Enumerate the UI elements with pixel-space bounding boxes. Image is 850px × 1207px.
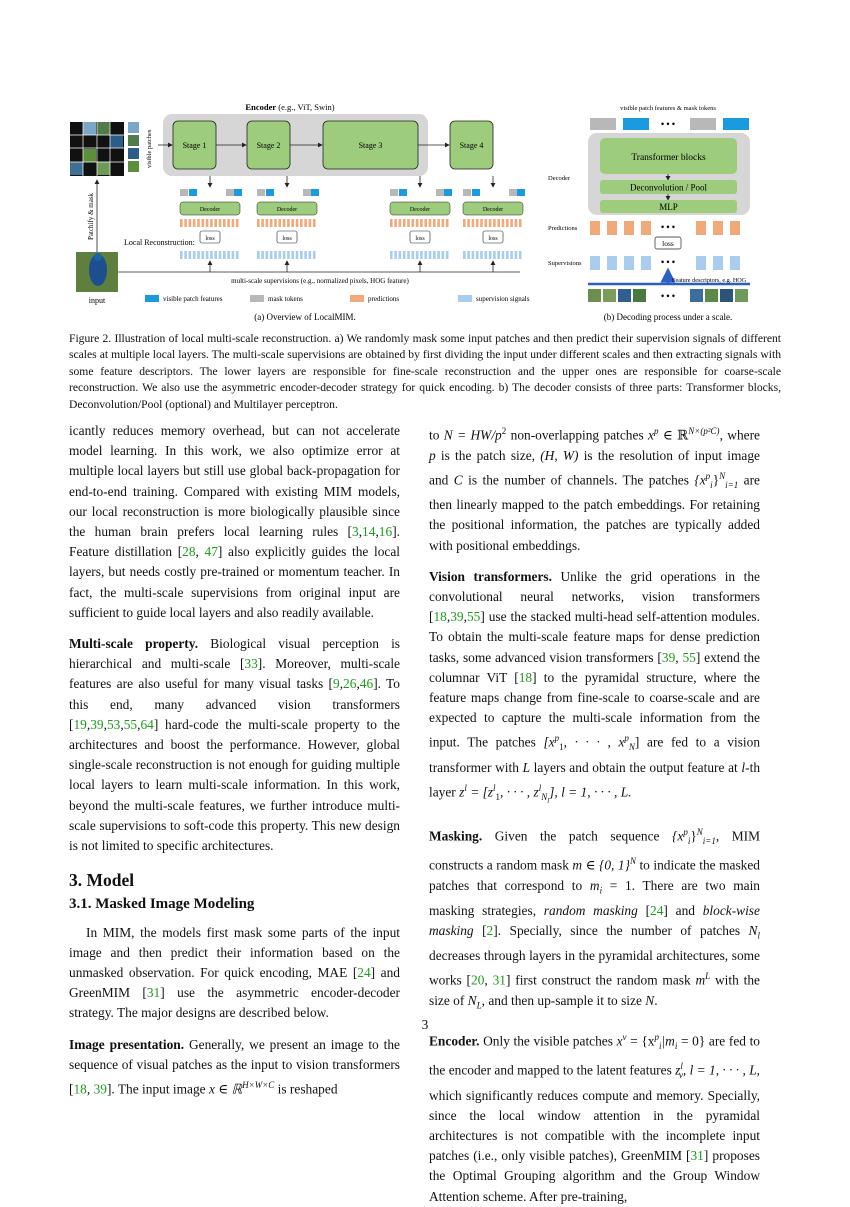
token: [180, 189, 188, 196]
legend-mask-swatch: [250, 295, 264, 302]
encoder-paragraph: Encoder. Only the visible patches $x^v = \{x^p_i|m_i = 0\}$ are fed to the encoder and mapped to the latent features $z^l_v$, l = 1, · · · , L, which significantly reduces compute and memory. Specially, since the local window attention in the pyramidal architectures is not compatible with the incomplete input patches (i.e., only visible patches), GreenMIM [31] proposes the Optimal Grouping algorithm and the Group Window Attention scheme. After pre-training,: [429, 1031, 761, 1204]
token: [472, 189, 480, 196]
deconv-pool-label: Deconvolution / Pool: [630, 182, 707, 193]
token: [517, 189, 525, 196]
supervisions-label: Supervisions: [548, 260, 582, 267]
predictions-label: Predictions: [548, 225, 578, 232]
token-row: [590, 118, 749, 130]
supervision-tokens: [590, 256, 740, 270]
loss-label-3: loss: [415, 236, 425, 242]
subfigure-a-caption: (a) Overview of LocalMIM.: [254, 312, 356, 322]
mlp-label: MLP: [659, 202, 678, 212]
right-column: [429, 421, 760, 1207]
prediction-token: [590, 221, 600, 235]
input-label: input: [88, 296, 106, 305]
token: [390, 189, 398, 196]
prediction-tokens: [590, 221, 740, 235]
stage-3-label: Stage 3: [358, 141, 383, 150]
token: [266, 189, 274, 196]
token: [234, 189, 242, 196]
subsection-heading: 3.1. Masked Image Modeling: [69, 896, 255, 913]
supervision-token: [624, 256, 634, 270]
ellipsis: • • •: [661, 257, 675, 267]
vision-transformers-paragraph: Vision transformers. Unlike the grid operations in the convolutional neural networks, vision transformers [18,39,55] use the stacked multi-head self-attention modules. To obtain the multi-scale feature maps for dense prediction tasks, some advanced vision transformers [39, 55] extend the columnar ViT [18] to the pyramidal structure, where the feature maps change from fine-scale to coarse-scale and are expected to capture the multi-scale information from the input. The patches [$x^p_1$, · · · , $x^p_N$] are fed to a vision transformer with L layers and obtain the output feature at l-th layer $z^l = [z^l_1$, · · · , $z^l_{N_l}$], l = 1, · · · , L.: [429, 568, 761, 805]
token: [189, 189, 197, 196]
visible-patches-stack: [128, 122, 139, 172]
svg-text:• • •: • • •: [661, 119, 675, 129]
stage-1-label: Stage 1: [182, 141, 207, 150]
figure-2: [60, 100, 790, 326]
ellipsis: • • •: [661, 222, 675, 232]
right-decoder-label: Decoder: [548, 175, 571, 182]
stage-4-label: Stage 4: [459, 141, 484, 150]
prediction-token: [641, 221, 651, 235]
image-presentation-paragraph: Image presentation. Generally, we present an image to the sequence of visual patches as the input to vision transformers [18, 39]. The input image x ∈ ℝ$^{H\times W\times C}$ is reshaped: [69, 1036, 400, 1097]
supervision-token: [696, 256, 706, 270]
figure-caption: Figure 2. Illustration of local multi-scale reconstruction. a) We randomly mask some input patches and then predict their supervision signals of different scales at multiple local layers. The multi-scale supervisions are obtained by first dividing the input under different scales and then extracting signals with some feature descriptors. The lower layers are responsible for fine-scale reconstruction and the upper ones are responsible for coarse-scale reconstruction. We also use the asymmetric encoder-decoder strategy for quick encoding. b) The decoder consists of three parts: Transformer blocks, Deconvolution/Pool (optional) and Multilayer perceptron.: [69, 332, 781, 411]
token: [463, 189, 471, 196]
mim-paragraph: In MIM, the models first mask some parts of the input image and then predict their information based on the unmasked observation. For quick encoding, MAE [24] and GreenMIM [31] use the asymmetric encoder-decoder strategy. The major designs are described below.: [69, 924, 400, 1021]
prediction-token: [607, 221, 617, 235]
subfigure-b-caption: (b) Decoding process under a scale.: [603, 312, 733, 322]
legend-visible-swatch: [145, 295, 159, 302]
svg-text:• • •: • • •: [661, 291, 675, 301]
token: [226, 189, 234, 196]
patchify-mask-label: Patchify & mask: [87, 192, 95, 240]
token: [257, 189, 265, 196]
decoder-3-label: Decoder: [409, 207, 431, 213]
decoder-4-label: Decoder: [482, 207, 504, 213]
feature-descriptors-label: Feature descriptors, e.g. HOG: [672, 277, 747, 284]
prediction-token: [696, 221, 706, 235]
right-top-label: visible patch features & mask tokens: [620, 105, 716, 112]
token: [444, 189, 452, 196]
loss-label-2: loss: [282, 236, 292, 242]
token: [303, 189, 311, 196]
legend-visible-label: visible patch features: [163, 295, 223, 303]
supervision-token: [641, 256, 651, 270]
prediction-token: [624, 221, 634, 235]
decoder-1-label: Decoder: [199, 207, 221, 213]
loss-label-1: loss: [205, 236, 215, 242]
left-column: [69, 421, 400, 1100]
prediction-token: [713, 221, 723, 235]
encoder-title: Encoder (e.g., ViT, Swin): [245, 102, 335, 112]
legend-pred-label: predictions: [368, 295, 400, 303]
left-paragraph-1: icantly reduces memory overhead, but can not accelerate model learning. In this work, we also optimize error at multiple local layers but still use global back-propagation for end-to-end training. Compared with existing MIM models, our local reconstruction is more biologically plausible since the human brain prefers local learning rules [3,14,16]. Feature distillation [28, 47] also explicitly guides the local layers, but needs costly pre-trained or momentum teacher. In fact, the multi-scale supervisions from original input are sufficient to guide local layers and also readily available.: [69, 423, 401, 620]
visible-patches-label: visible patches: [146, 129, 153, 168]
supervision-token: [713, 256, 723, 270]
page-number: 3: [421, 1017, 429, 1032]
image-patch-row: [588, 289, 748, 302]
token: [436, 189, 444, 196]
loss-label-4: loss: [488, 236, 498, 242]
legend-mask-label: mask tokens: [268, 295, 303, 303]
stage-2-label: Stage 2: [256, 141, 281, 150]
legend-sup-swatch: [458, 295, 472, 302]
legend-pred-swatch: [350, 295, 364, 302]
decoder-2-label: Decoder: [276, 207, 298, 213]
supervision-token: [590, 256, 600, 270]
multi-scale-supervisions-label: multi-scale supervisions (e.g., normalized pixels, HOG feature): [231, 277, 409, 285]
right-loss-label: loss: [662, 239, 674, 248]
token: [509, 189, 517, 196]
section-heading: 3. Model: [69, 870, 135, 891]
supervision-token: [607, 256, 617, 270]
decoder-columns: [180, 176, 525, 272]
supervision-token: [730, 256, 740, 270]
prediction-token: [730, 221, 740, 235]
token: [399, 189, 407, 196]
local-reconstruction-label: Local Reconstruction:: [124, 238, 195, 247]
masking-paragraph: Masking. Given the patch sequence $\{x^p_i\}^N_{i=1}$, MIM constructs a random mask m ∈ {0, 1}$^N$ to indicate the masked patches that correspond to $m_i = 1$. There are two main masking strategies, random masking [24] and block-wise masking [2]. Specially, since the number of patches $N_l$ decreases through layers in the pyramidal architectures, some works [20, 31] first construct the random mask $m^L$ with the size of $N_L$, and then up-sample it to size N.: [429, 827, 761, 1011]
legend-sup-label: supervision signals: [476, 295, 530, 303]
right-paragraph-1: to $N = HW/p^2$ non-overlapping patches $x^p$ ∈ ℝ$^{N\times(p^2C)}$, where p is the patch size, (H, W) is the resolution of input image and C is the number of channels. The patches $\{x^p_i\}^N_{i=1}$ are then linearly mapped to the patch embeddings. For retaining the positional information, the patches are typically added with positional embeddings.: [429, 426, 760, 553]
input-image: [76, 252, 118, 292]
masked-patch-grid: [70, 122, 124, 176]
token: [311, 189, 319, 196]
transformer-blocks-label: Transformer blocks: [631, 153, 706, 163]
multi-scale-paragraph: Multi-scale property. Biological visual perception is hierarchical and multi-scale [33]. Moreover, multi-scale features are also useful for many visual tasks [9,26,46]. To this end, many advanced vision transformers [19,39,53,55,64] hard-code the multi-scale property to the architectures and boost the performance. However, global single-scale reconstruction is not enough for guiding multiple local layers to learn multi-scale information. In this work, beyond the multi-scale features, we further introduce multi-scale supervisions to soft-code this property. This new design is not limited to specific architectures.: [69, 636, 400, 854]
